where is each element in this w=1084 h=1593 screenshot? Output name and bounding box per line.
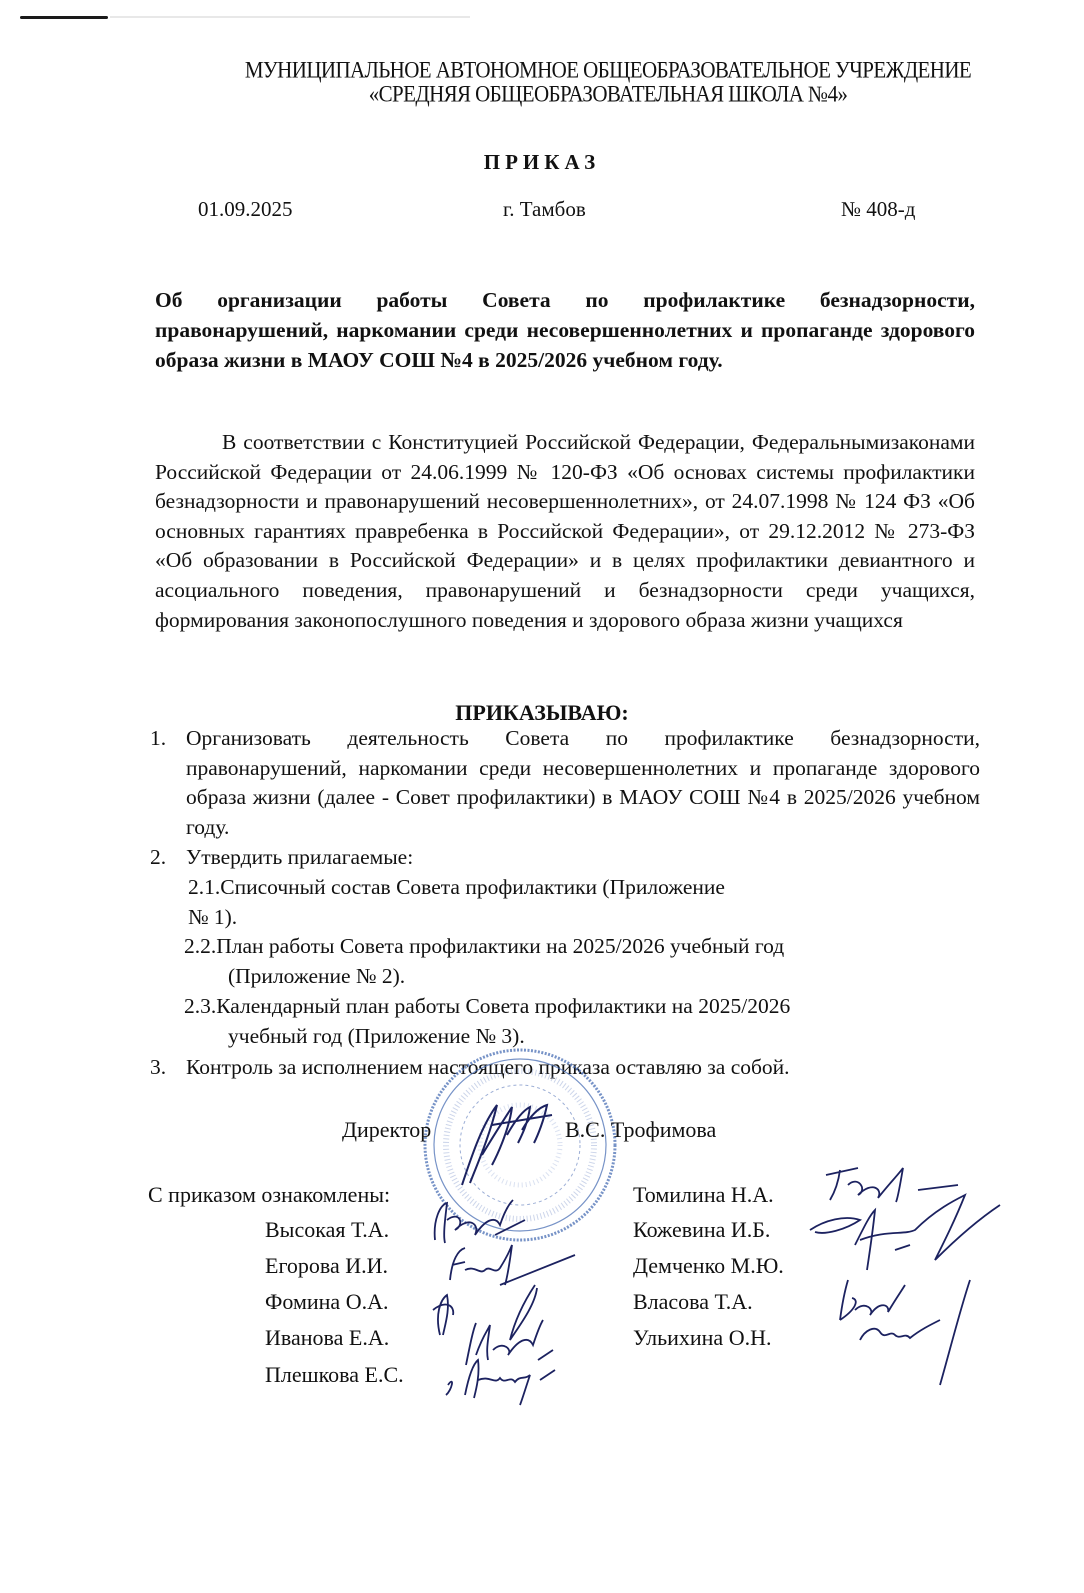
signatory-position: Директор (342, 1117, 432, 1142)
acquainted-label: С приказом ознакомлены: (148, 1182, 391, 1207)
item-text: Контроль за исполнением настоящего приказа оставляю за собой. (186, 1055, 790, 1079)
acquainted-name: Демченко М.Ю. (633, 1253, 784, 1278)
signatory-name: В.С. Трофимова (565, 1117, 717, 1142)
acquainted-name: Фомина О.А. (265, 1289, 389, 1314)
document-preamble: В соответствии с Конституцией Российской Федерации, Федеральнымизаконами Российской Федерации от 24.06.1999 № 120-ФЗ «Об основах системы профилактики безнадзорности и правонарушений несовершеннолетних», от 24.07.1998 № 124 ФЗ «Об основных гарантиях правребенка в Российской Федерации», от 29.12.2012 № 273-ФЗ «Об образовании в Российской Федерации» и в целях профилактики девиантного и асоциального поведения, правонарушений и безнадзорности среди учащихся, формирования законопослушного поведения и здорового образа жизни учащихся (155, 430, 975, 632)
acquainted-name: Иванова Е.А. (265, 1325, 390, 1350)
document-number: № 408-д (841, 197, 916, 221)
acquainted-name: Кожевина И.Б. (633, 1217, 771, 1242)
document-city: г. Тамбов (503, 197, 586, 221)
scan-artifact-faint (110, 16, 470, 18)
acquainted-name: Высокая Т.А. (265, 1217, 390, 1242)
acquainted-name: Ульихина О.Н. (633, 1325, 772, 1350)
handwritten-signature (440, 1350, 570, 1410)
subitem-2-3: 2.3.Календарный план работы Совета профилактики на 2025/2026 (184, 994, 791, 1018)
handwritten-signature (830, 1270, 980, 1390)
org-name-line-1: МУНИЦИПАЛЬНОЕ АВТОНОМНОЕ ОБЩЕОБРАЗОВАТЕЛЬНОЕ УЧРЕЖДЕНИЕ (244, 57, 972, 83)
item-number: 3. (150, 1055, 167, 1079)
scan-artifact-line (20, 16, 108, 19)
subitem-2-2-cont: (Приложение № 2). (228, 964, 406, 988)
item-number: 1. (150, 726, 167, 750)
director-signature (452, 1095, 562, 1190)
acquainted-name: Власова Т.А. (633, 1289, 753, 1314)
order-heading: ПРИКАЗЫВАЮ: (455, 700, 629, 725)
document-date: 01.09.2025 (198, 197, 293, 221)
document-title: ПРИКАЗ (483, 150, 601, 174)
acquainted-name: Егорова И.И. (265, 1253, 389, 1278)
subitem-2-3-cont: учебный год (Приложение № 3). (228, 1024, 525, 1048)
acquainted-name: Плешкова Е.С. (265, 1362, 404, 1387)
document-subject: Об организации работы Совета по профилактике безнадзорности, правонарушений, наркомании среди несовершеннолетних и пропаганде здорового образа жизни в МАОУ СОШ №4 в 2025/2026 учебном году. (155, 288, 975, 372)
subitem-2-1-cont: № 1). (188, 905, 238, 929)
org-name-line-2: «СРЕДНЯЯ ОБЩЕОБРАЗОВАТЕЛЬНАЯ ШКОЛА №4» (368, 81, 848, 107)
subitem-2-2: 2.2.План работы Совета профилактики на 2025/2026 учебный год (184, 934, 785, 958)
acquainted-name: Томилина Н.А. (633, 1182, 774, 1207)
order-item-2 (150, 843, 980, 873)
item-text: Организовать деятельность Совета по профилактике безнадзорности, правонарушений, наркомании среди несовершеннолетних и пропаганде здорового образа жизни (далее - Совет профилактики) в МАОУ СОШ №4 в 2025/2026 учебном году. (186, 726, 980, 839)
subitem-2-1: 2.1.Списочный состав Совета профилактики (Приложение (188, 875, 725, 899)
order-item-1 (150, 724, 980, 842)
item-number: 2. (150, 845, 167, 869)
handwritten-signature (805, 1190, 1005, 1280)
item-text: Утвердить прилагаемые: (186, 845, 414, 869)
